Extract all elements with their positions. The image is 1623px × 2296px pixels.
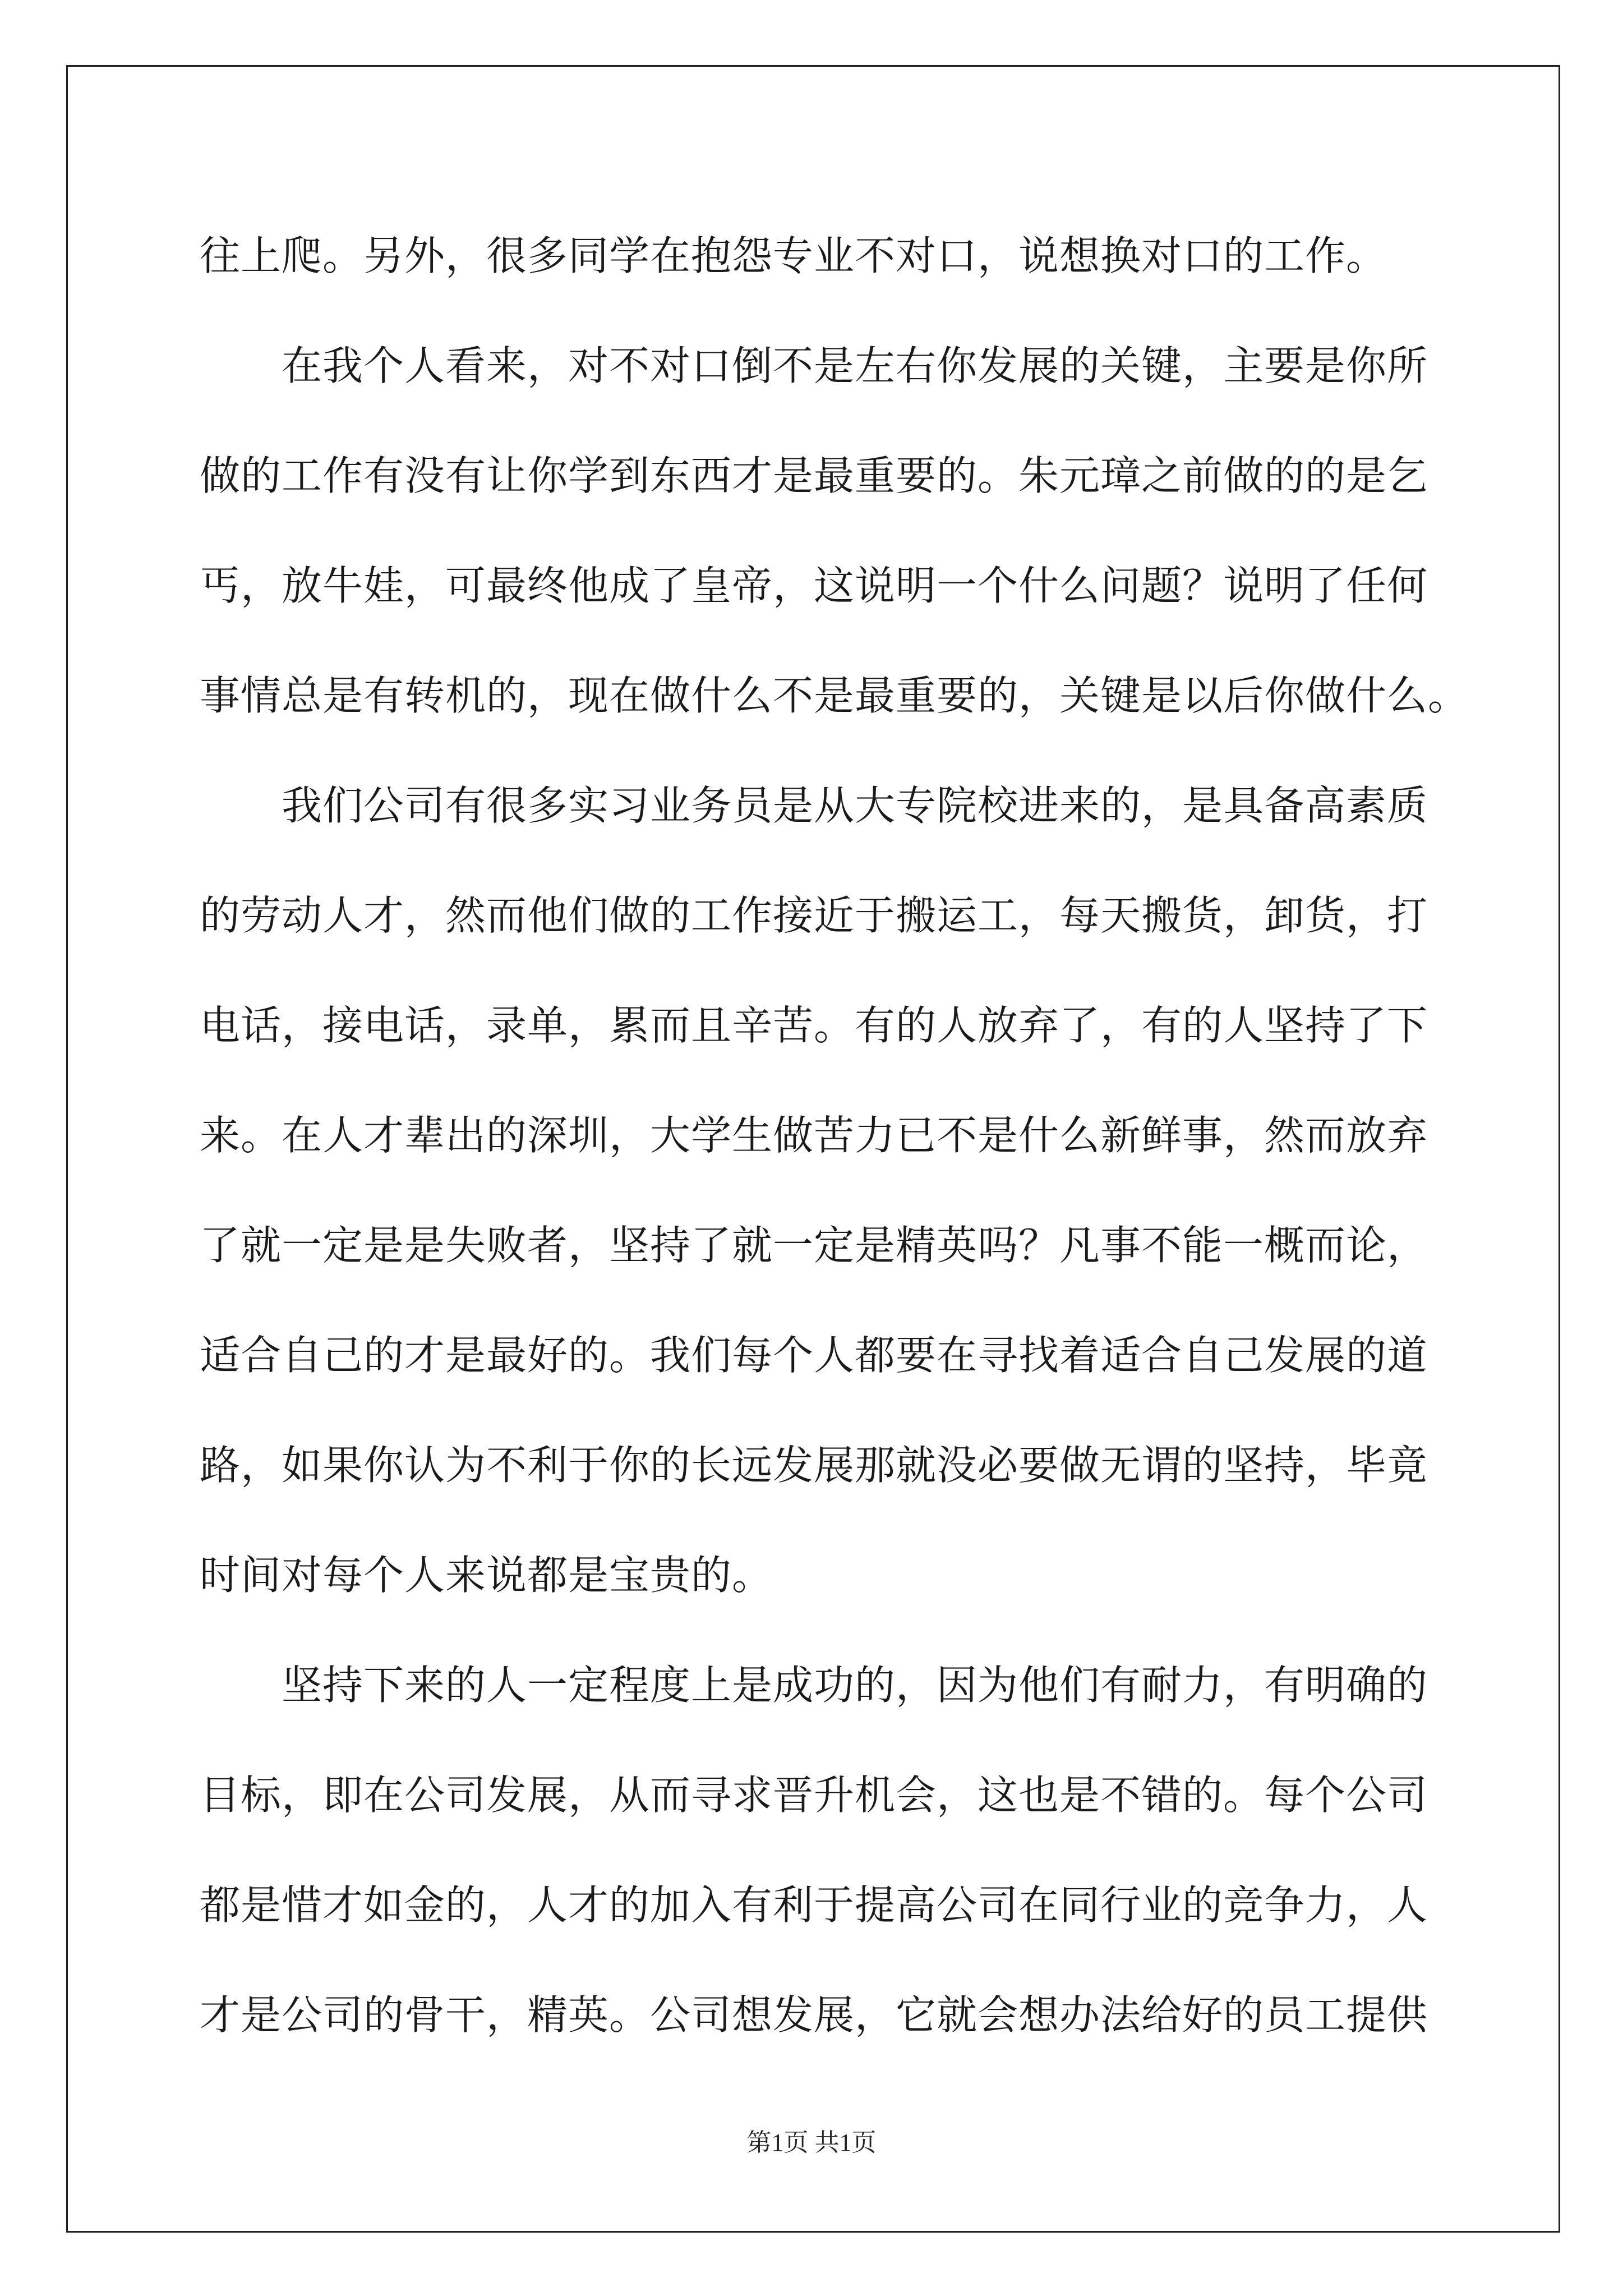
text-line: 都是惜才如金的，人才的加入有利于提高公司在同行业的竞争力，人 [200, 1881, 1428, 1929]
document-body [200, 201, 1469, 2070]
text-line: 丐，放牛娃，可最终他成了皇帝，这说明一个什么问题？说明了任何 [200, 562, 1428, 609]
text-line: 往上爬。另外，很多同学在抱怨专业不对口，说想换对口的工作。 [200, 232, 1387, 279]
text-line: 来。在人才辈出的深圳，大学生做苦力已不是什么新鲜事，然而放弃 [200, 1112, 1428, 1159]
text-line: 才是公司的骨干，精英。公司想发展，它就会想办法给好的员工提供 [200, 1991, 1428, 2039]
text-line: 事情总是有转机的，现在做什么不是最重要的，关键是以后你做什么。 [200, 672, 1469, 719]
text-line: 在我个人看来，对不对口倒不是左右你发展的关键，主要是你所 [282, 342, 1428, 389]
text-line: 目标，即在公司发展，从而寻求晋升机会，这也是不错的。每个公司 [200, 1772, 1428, 1819]
text-line: 适合自己的才是最好的。我们每个人都要在寻找着适合自己发展的道 [200, 1332, 1428, 1379]
text-line: 的劳动人才，然而他们做的工作接近于搬运工，每天搬货，卸货，打 [200, 892, 1428, 939]
text-line: 路，如果你认为不利于你的长远发展那就没必要做无谓的坚持，毕竟 [200, 1442, 1428, 1489]
page-number: 第1页 共1页 [746, 2129, 877, 2156]
text-line: 了就一定是是失败者，坚持了就一定是精英吗？凡事不能一概而论， [200, 1222, 1428, 1269]
text-line: 我们公司有很多实习业务员是从大专院校进来的，是具备高素质 [282, 782, 1428, 829]
page-footer [0, 2126, 1623, 2160]
text-line: 时间对每个人来说都是宝贵的。 [200, 1552, 773, 1599]
text-line: 电话，接电话，录单，累而且辛苦。有的人放弃了，有的人坚持了下 [200, 1002, 1428, 1049]
text-line: 做的工作有没有让你学到东西才是最重要的。朱元璋之前做的的是乞 [200, 452, 1428, 499]
text-line: 坚持下来的人一定程度上是成功的，因为他们有耐力，有明确的 [282, 1662, 1428, 1709]
